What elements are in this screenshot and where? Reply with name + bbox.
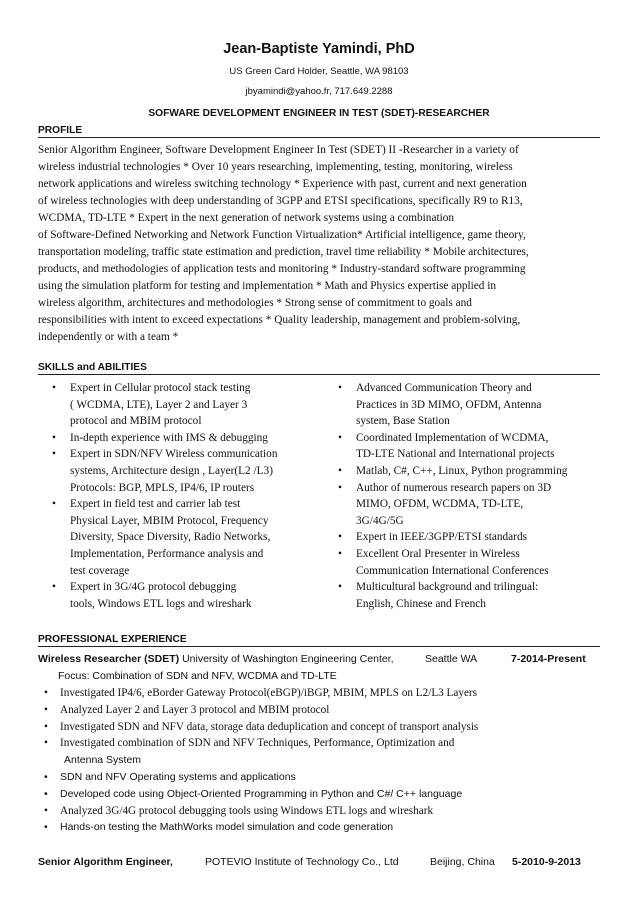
job-bullet: • Analyzed 3G/4G protocol debugging tools using Windows ETL logs and wireshark xyxy=(38,803,598,820)
job-header xyxy=(38,856,600,868)
skill-item: • In-depth experience with IMS & debugging xyxy=(50,430,330,447)
skill-item: • Expert in 3G/4G protocol debugging tools, Windows ETL logs and wireshark xyxy=(50,579,330,612)
job-bullet: • Analyzed Layer 2 and Layer 3 protocol and MBIM protocol xyxy=(38,702,598,719)
profile-line: wireless industrial technologies * Over 10 years researching, implementing, testing, monitoring, wireless xyxy=(38,161,513,173)
residency-status: US Green Card Holder, Seattle, WA 98103 xyxy=(229,66,409,77)
skill-item: • Expert in IEEE/3GPP/ETSI standards xyxy=(336,529,604,546)
job-bullet-list xyxy=(38,685,598,836)
profile-line: Senior Algorithm Engineer, Software Development Engineer In Test (SDET) II -Researcher in a variety of xyxy=(38,144,519,156)
experience-section-heading: PROFESSIONAL EXPERIENCE xyxy=(38,634,600,647)
job-header xyxy=(38,653,598,665)
skills-list-right xyxy=(336,380,604,612)
skills-section-heading: SKILLS and ABILITIES xyxy=(38,362,600,375)
job-role: Wireless Researcher (SDET) xyxy=(38,653,180,665)
job-bullet: • Investigated combination of SDN and NFV Techniques, Performance, Optimization and Antenna System xyxy=(38,735,598,769)
job-organization: POTEVIO Institute of Technology Co., Ltd xyxy=(205,856,399,868)
job-location: Seattle WA xyxy=(425,653,478,665)
profile-line: network applications and wireless switching technology * Experience with past, current and next generation xyxy=(38,178,527,190)
job-bullet: • SDN and NFV Operating systems and applications xyxy=(38,769,598,786)
skill-item: • Coordinated Implementation of WCDMA, TD-LTE National and International projects xyxy=(336,430,604,463)
profile-line: products, and methodologies of application tests and monitoring * Industry-standard software programming xyxy=(38,263,526,275)
skill-item: • Expert in SDN/NFV Wireless communication systems, Architecture design , Layer(L2 /L3) Protocols: BGP, MPLS, IP4/6, IP routers xyxy=(50,446,330,496)
profile-summary xyxy=(38,142,596,346)
skill-item: • Advanced Communication Theory and Practices in 3D MIMO, OFDM, Antenna system, Base Station xyxy=(336,380,604,430)
skill-item: • Author of numerous research papers on 3D MIMO, OFDM, WCDMA, TD-LTE, 3G/4G/5G xyxy=(336,480,604,530)
profile-section-heading: PROFILE xyxy=(38,125,600,138)
contact-info: jbyamindi@yahoo.fr, 717.649.2288 xyxy=(245,86,393,97)
job-dates: 5-2010-9-2013 xyxy=(512,856,581,868)
job-organization: University of Washington Engineering Center, xyxy=(182,653,394,665)
profile-line: transportation modeling, traffic state estimation and prediction, travel time reliability * Mobile architectures, xyxy=(38,246,529,258)
candidate-name: Jean-Baptiste Yamindi, PhD xyxy=(223,41,415,57)
profile-line: independently or with a team * xyxy=(38,331,179,343)
profile-line: WCDMA, TD-LTE * Expert in the next generation of network systems using a combination xyxy=(38,212,455,224)
job-bullet: • Investigated IP4/6, eBorder Gateway Protocol(eBGP)/iBGP, MBIM, MPLS on L2/L3 Layers xyxy=(38,685,598,702)
professional-headline: SOFWARE DEVELOPMENT ENGINEER IN TEST (SDET)-RESEARCHER xyxy=(148,108,490,119)
profile-line: wireless algorithm, architectures and methodologies * Strong sense of commitment to goals and xyxy=(38,297,472,309)
job-focus: Focus: Combination of SDN and NFV, WCDMA and TD-LTE xyxy=(58,670,337,682)
profile-line: of Software-Defined Networking and Network Function Virtualization* Artificial intelligence, game theory, xyxy=(38,229,526,241)
skill-item: • Matlab, C#, C++, Linux, Python programming xyxy=(336,463,604,480)
skill-item: • Multicultural background and trilingual: English, Chinese and French xyxy=(336,579,604,612)
skill-item: • Excellent Oral Presenter in Wireless Communication International Conferences xyxy=(336,546,604,579)
skill-item: • Expert in field test and carrier lab test Physical Layer, MBIM Protocol, Frequency Diversity, Space Diversity, Radio Networks, Implementation, Performance analysis and test coverage xyxy=(50,496,330,579)
job-bullet: • Developed code using Object-Oriented Programming in Python and C#/ C++ language xyxy=(38,786,598,803)
job-dates: 7-2014-Present xyxy=(511,653,586,665)
job-bullet: • Hands-on testing the MathWorks model simulation and code generation xyxy=(38,819,598,836)
profile-line: responsibilities with intent to exceed expectations * Quality leadership, management and problem-solving, xyxy=(38,314,521,326)
job-bullet: • Investigated SDN and NFV data, storage data deduplication and concept of transport analysis xyxy=(38,719,598,736)
job-role: Senior Algorithm Engineer, xyxy=(38,856,173,868)
profile-line: of wireless technologies with deep understanding of 3GPP and ETSI specifications, specifically R9 to R13, xyxy=(38,195,523,207)
profile-line: using the simulation platform for testing and implementation * Math and Physics expertise applied in xyxy=(38,280,497,292)
job-location: Beijing, China xyxy=(430,856,495,868)
skills-list-left xyxy=(50,380,330,612)
skill-item: • Expert in Cellular protocol stack testing ( WCDMA, LTE), Layer 2 and Layer 3 protocol and MBIM protocol xyxy=(50,380,330,430)
